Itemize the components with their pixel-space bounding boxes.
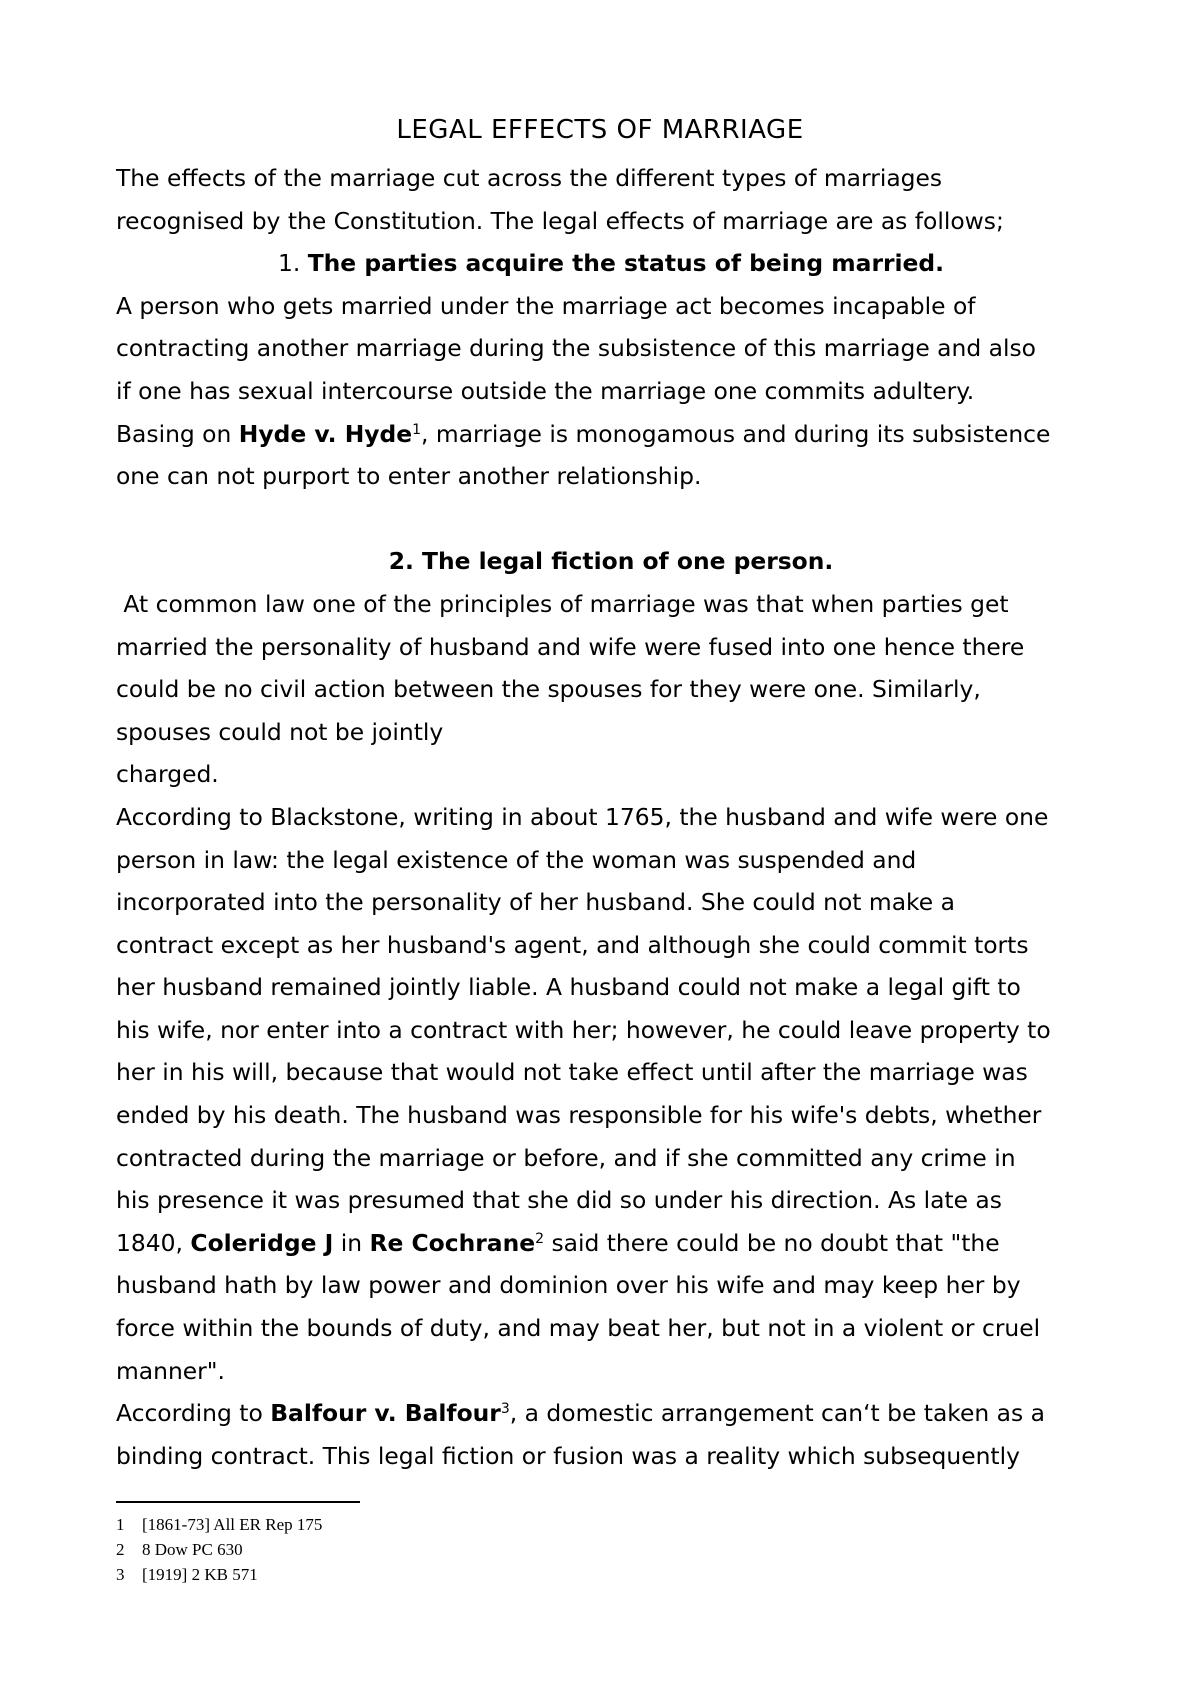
footnote-text: [1861-73] All ER Rep 175	[142, 1515, 323, 1534]
footnote-number: 3	[116, 1565, 125, 1584]
paragraph-line: contract except as her husband's agent, and although she could commit torts	[116, 930, 1029, 959]
footnote-ref[interactable]: 1	[412, 421, 422, 438]
case-name: Hyde v. Hyde	[238, 419, 413, 448]
paragraph-line: person in law: the legal existence of the woman was suspended and	[116, 845, 917, 874]
section-1-heading	[116, 242, 1106, 285]
paragraph-line: According to Balfour v. Balfour$^3$, a domestic arrangement can‘t be taken as a	[116, 1399, 1045, 1428]
footnote-number: 1	[116, 1515, 125, 1534]
paragraph-line: if one has sexual intercourse outside the marriage one commits adultery.	[116, 376, 975, 405]
paragraph-line: could be no civil action between the spouses for they were one. Similarly,	[116, 675, 981, 704]
page-title: LEGAL EFFECTS OF MARRIAGE	[396, 115, 804, 145]
footnote-ref[interactable]: 3	[500, 1401, 510, 1418]
blank-line	[116, 498, 1106, 541]
footnote	[116, 1562, 716, 1587]
paragraph-line: According to Blackstone, writing in about 1765, the husband and wife were one	[116, 802, 1049, 831]
case-name: Balfour v. Balfour	[270, 1399, 501, 1428]
footnote	[116, 1537, 716, 1562]
paragraph-line: 1840, Coleridge J in Re Cochrane$^2$ said there could be no doubt that "the	[116, 1228, 1000, 1257]
paragraph-line: one can not purport to enter another relationship.	[116, 462, 702, 491]
footnotes	[116, 1512, 716, 1587]
paragraph-line: his wife, nor enter into a contract with her; however, he could leave property to	[116, 1015, 1051, 1044]
paragraph-line: his presence it was presumed that she did so under his direction. As late as	[116, 1186, 1002, 1215]
intro-line: The effects of the marriage cut across the different types of marriages	[116, 164, 943, 192]
paragraph-line: her in his will, because that would not take effect until after the marriage was	[116, 1058, 1028, 1087]
paragraph-line: incorporated into the personality of her husband. She could not make a	[116, 888, 955, 917]
footnote-number: 2	[116, 1540, 125, 1559]
section-2-number: 2.	[388, 547, 423, 576]
document-body	[116, 157, 1106, 1477]
footnote-text: 8 Dow PC 630	[142, 1540, 243, 1559]
paragraph-line: ended by his death. The husband was responsible for his wife's debts, whether	[116, 1101, 1042, 1130]
paragraph-line: charged.	[116, 760, 219, 789]
section-1-heading-text: The parties acquire the status of being married.	[307, 249, 945, 278]
paragraph-line: spouses could not be jointly	[116, 717, 444, 746]
footnote-text: [1919] 2 KB 571	[142, 1565, 258, 1584]
paragraph-line: At common law one of the principles of marriage was that when parties get	[116, 589, 1009, 618]
footnote-ref[interactable]: 2	[535, 1230, 545, 1247]
paragraph-line: contracted during the marriage or before, and if she committed any crime in	[116, 1143, 1016, 1172]
paragraph-line: her husband remained jointly liable. A husband could not make a legal gift to	[116, 973, 1021, 1002]
section-2-heading	[116, 540, 1106, 583]
paragraph-line: binding contract. This legal fiction or fusion was a reality which subsequently	[116, 1441, 1020, 1470]
footnote-divider	[116, 1501, 360, 1503]
paragraph-line: Basing on Hyde v. Hyde$^1$, marriage is monogamous and during its subsistence	[116, 419, 1051, 448]
section-1-number: 1.	[277, 249, 308, 278]
paragraph-line: A person who gets married under the marriage act becomes incapable of	[116, 291, 976, 320]
section-2-heading-text: The legal fiction of one person.	[422, 547, 834, 576]
paragraph-line: force within the bounds of duty, and may beat her, but not in a violent or cruel	[116, 1314, 1041, 1343]
case-name: Re Cochrane	[369, 1228, 536, 1257]
judge-name: Coleridge J	[190, 1228, 334, 1257]
paragraph-line: husband hath by law power and dominion over his wife and may keep her by	[116, 1271, 1021, 1300]
paragraph-line: married the personality of husband and wife were fused into one hence there	[116, 632, 1025, 661]
paragraph-line: manner".	[116, 1356, 225, 1385]
paragraph-line: contracting another marriage during the subsistence of this marriage and also	[116, 334, 1036, 363]
footnote	[116, 1512, 716, 1537]
intro-line: recognised by the Constitution. The legal effects of marriage are as follows;	[116, 206, 1004, 235]
